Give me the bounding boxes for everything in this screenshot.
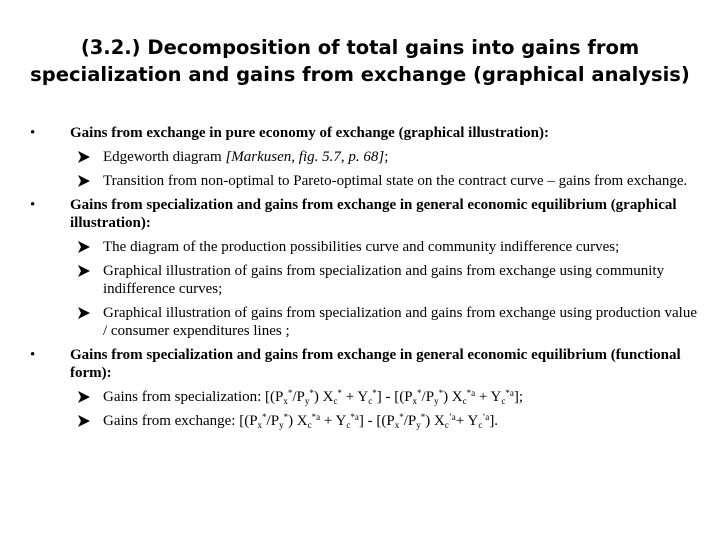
formula-specialization: Gains from specialization: $[(P_x^*/P_y^*) X_c^* + Y_c^*] - [(P_x^*/P_y^*) X_c^{*a} + Y_c^{*a}]$; [103,388,524,406]
arrowhead-bullet-icon [77,306,91,320]
bullet-icon: • [30,125,36,141]
sub-bullet-item [30,262,698,298]
sub-item-text: The diagram of the production possibilities curve and community indifference curves; [103,239,620,255]
sub-bullet-item [30,388,698,406]
sub-item-text: Graphical illustration of gains from specialization and gains from exchange using production value / consumer expenditures lines ; [103,305,697,339]
arrowhead-bullet-icon [77,390,91,404]
arrowhead-bullet-icon [77,174,91,188]
arrowhead-bullet-icon [77,240,91,254]
citation: [Markusen, fig. 5.7, p. 68] [225,149,385,165]
bullet-item [30,196,698,232]
bullet-item [30,346,698,382]
formula-exchange: Gains from exchange: $[(P_x^*/P_y^*) X_c^{*a} + Y_c^{*a}] - [(P_x^*/P_y^*)$ $X_c^{’a}+ Y_c^{’a}$]. [103,412,499,430]
section-heading: Gains from specialization and gains from exchange in general economic equilibrium (graphical illustration): [70,197,677,231]
section-heading: Gains from exchange in pure economy of exchange (graphical illustration): [70,125,550,141]
slide-title: (3.2.) Decomposition of total gains into gains from specialization and gains from exchange (graphical analysis) [30,36,690,86]
sub-bullet-item [30,412,698,430]
sub-item-text: Edgeworth diagram [103,149,226,165]
bullet-item [30,124,698,142]
sub-bullet-item [30,148,698,166]
bullet-icon: • [30,197,36,213]
sub-bullet-item [30,172,698,190]
bullet-icon: • [30,347,36,363]
arrowhead-bullet-icon [77,150,91,164]
arrowhead-bullet-icon [77,264,91,278]
arrowhead-bullet-icon [77,414,91,428]
slide-content [30,124,698,436]
sub-item-text: Transition from non-optimal to Pareto-optimal state on the contract curve – gains from exchange. [103,173,688,189]
section-heading: Gains from specialization and gains from exchange in general economic equilibrium (functional form): [70,347,681,381]
sub-item-text: Graphical illustration of gains from specialization and gains from exchange using community indifference curves; [103,263,665,297]
sub-item-tail: ; [384,149,389,165]
sub-bullet-item [30,304,698,340]
sub-bullet-item [30,238,698,256]
